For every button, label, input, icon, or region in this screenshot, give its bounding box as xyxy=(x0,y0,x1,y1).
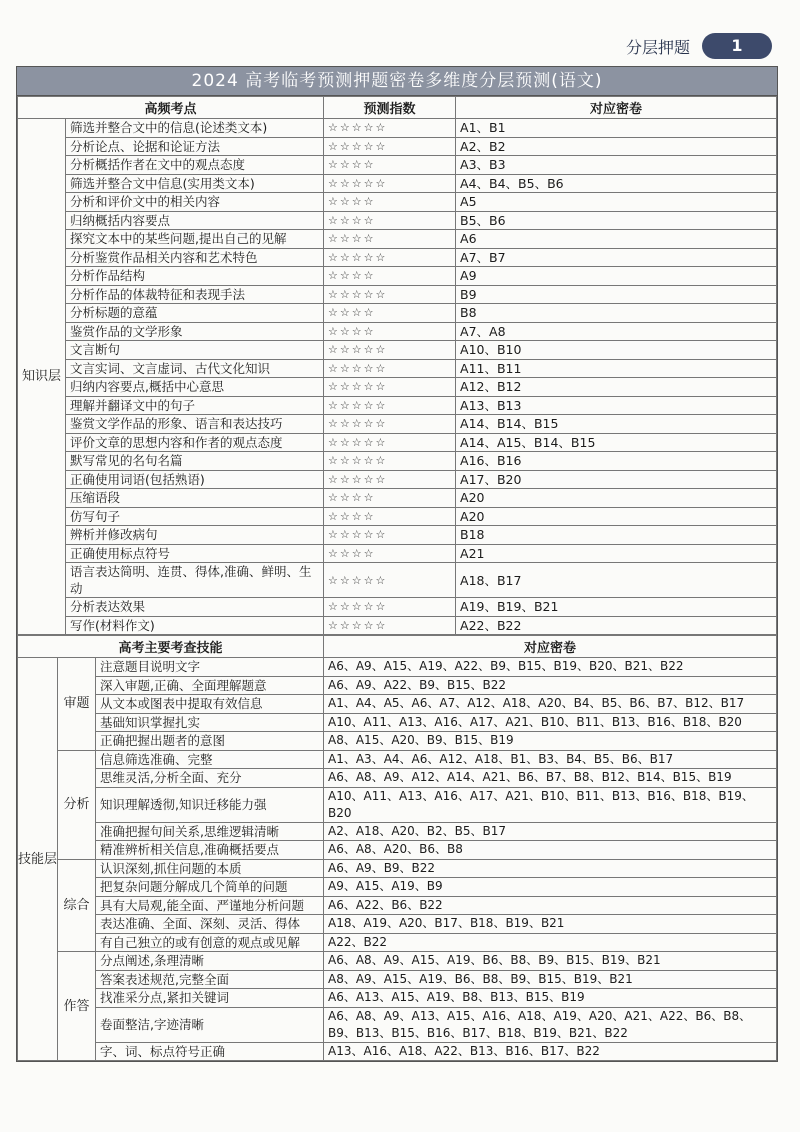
papers-cell: A22、B22 xyxy=(456,616,777,635)
header-skill-papers: 对应密卷 xyxy=(324,636,777,658)
stars-cell: ☆☆☆☆☆ xyxy=(324,378,456,397)
knowledge-table xyxy=(17,96,777,635)
stars-cell: ☆☆☆☆ xyxy=(324,230,456,249)
skill-cell: 注意题目说明文字 xyxy=(96,658,324,677)
papers-cell: A10、B10 xyxy=(456,341,777,360)
table-row xyxy=(18,285,777,304)
point-cell: 文言断句 xyxy=(66,341,324,360)
header-main-skills: 高考主要考查技能 xyxy=(18,636,324,658)
table-row xyxy=(18,598,777,617)
skill-cell: 信息筛选准确、完整 xyxy=(96,750,324,769)
table-row xyxy=(18,433,777,452)
papers-cell: A14、A15、B14、B15 xyxy=(456,433,777,452)
papers-cell: A6 xyxy=(456,230,777,249)
table-row xyxy=(18,396,777,415)
stars-cell: ☆☆☆☆☆ xyxy=(324,341,456,360)
stars-cell: ☆☆☆☆☆ xyxy=(324,452,456,471)
table-row xyxy=(18,933,777,952)
table-row xyxy=(18,841,777,860)
table-row xyxy=(18,211,777,230)
table-row xyxy=(18,658,777,677)
point-cell: 鉴赏文学作品的形象、语言和表达技巧 xyxy=(66,415,324,434)
stars-cell: ☆☆☆☆☆ xyxy=(324,119,456,138)
stars-cell: ☆☆☆☆☆ xyxy=(324,616,456,635)
point-cell: 分析鉴赏作品相关内容和艺术特色 xyxy=(66,248,324,267)
papers-cell: A22、B22 xyxy=(324,933,777,952)
table-row xyxy=(18,878,777,897)
papers-cell: B5、B6 xyxy=(456,211,777,230)
stars-cell: ☆☆☆☆ xyxy=(324,507,456,526)
papers-cell: B18 xyxy=(456,526,777,545)
stars-cell: ☆☆☆☆☆ xyxy=(324,415,456,434)
point-cell: 分析作品结构 xyxy=(66,267,324,286)
group-label-knowledge: 知识层 xyxy=(18,119,66,635)
section-label: 分层押题 xyxy=(625,38,690,57)
skill-cell: 具有大局观,能全面、严谨地分析问题 xyxy=(96,896,324,915)
point-cell: 分析论点、论据和论证方法 xyxy=(66,137,324,156)
point-cell: 归纳内容要点,概括中心意思 xyxy=(66,378,324,397)
papers-cell: A8、A15、A20、B9、B15、B19 xyxy=(324,732,777,751)
table-row xyxy=(18,896,777,915)
table-row xyxy=(18,378,777,397)
point-cell: 辨析并修改病句 xyxy=(66,526,324,545)
point-cell: 正确使用标点符号 xyxy=(66,544,324,563)
papers-cell: B9 xyxy=(456,285,777,304)
stars-cell: ☆☆☆☆ xyxy=(324,267,456,286)
point-cell: 理解并翻译文中的句子 xyxy=(66,396,324,415)
skill-cell: 答案表述规范,完整全面 xyxy=(96,970,324,989)
table-row xyxy=(18,470,777,489)
stars-cell: ☆☆☆☆☆ xyxy=(324,137,456,156)
table-row xyxy=(18,1042,777,1061)
stars-cell: ☆☆☆☆☆ xyxy=(324,433,456,452)
papers-cell: A6、A8、A9、A13、A15、A16、A18、A19、A20、A21、A22、B6、B8、B9、B13、B15、B16、B17、B18、B19、B21、B22 xyxy=(324,1007,777,1042)
point-cell: 语言表达简明、连贯、得体,准确、鲜明、生动 xyxy=(66,563,324,598)
header-high-frequency-points: 高频考点 xyxy=(18,97,324,119)
papers-cell: A13、B13 xyxy=(456,396,777,415)
table-row xyxy=(18,750,777,769)
papers-cell: A9 xyxy=(456,267,777,286)
skill-cell: 思维灵活,分析全面、充分 xyxy=(96,769,324,788)
papers-cell: A19、B19、B21 xyxy=(456,598,777,617)
skill-cell: 深入审题,正确、全面理解题意 xyxy=(96,676,324,695)
papers-cell: A5 xyxy=(456,193,777,212)
stars-cell: ☆☆☆☆ xyxy=(324,193,456,212)
papers-cell: A16、B16 xyxy=(456,452,777,471)
header-prediction-index: 预测指数 xyxy=(324,97,456,119)
group-label-skills: 技能层 xyxy=(18,658,58,1061)
skill-cell: 把复杂问题分解成几个简单的问题 xyxy=(96,878,324,897)
table-row xyxy=(18,507,777,526)
skill-cell: 基础知识掌握扎实 xyxy=(96,713,324,732)
papers-cell: A6、A9、A15、A19、A22、B9、B15、B19、B20、B21、B22 xyxy=(324,658,777,677)
skill-cell: 分点阐述,条理清晰 xyxy=(96,952,324,971)
knowledge-table-body xyxy=(18,119,777,635)
papers-cell: A6、A22、B6、B22 xyxy=(324,896,777,915)
papers-cell: A6、A8、A20、B6、B8 xyxy=(324,841,777,860)
papers-cell: A6、A9、A22、B9、B15、B22 xyxy=(324,676,777,695)
table-row xyxy=(18,193,777,212)
table-row xyxy=(18,230,777,249)
papers-cell: A3、B3 xyxy=(456,156,777,175)
table-row xyxy=(18,1007,777,1042)
skill-cell: 有自己独立的或有创意的观点或见解 xyxy=(96,933,324,952)
table-row xyxy=(18,174,777,193)
point-cell: 分析标题的意蕴 xyxy=(66,304,324,323)
stars-cell: ☆☆☆☆ xyxy=(324,304,456,323)
papers-cell: A1、A3、A4、A6、A12、A18、B1、B3、B4、B5、B6、B17 xyxy=(324,750,777,769)
skill-cell: 卷面整洁,字迹清晰 xyxy=(96,1007,324,1042)
subgroup-label: 分析 xyxy=(58,750,96,859)
stars-cell: ☆☆☆☆ xyxy=(324,322,456,341)
papers-cell: A1、A4、A5、A6、A7、A12、A18、A20、B4、B5、B6、B7、B12、B17 xyxy=(324,695,777,714)
table-row xyxy=(18,137,777,156)
sheet-title: 2024 高考临考预测押题密卷多维度分层预测(语文) xyxy=(17,67,777,96)
skill-cell: 认识深刻,抓住问题的本质 xyxy=(96,859,324,878)
stars-cell: ☆☆☆☆☆ xyxy=(324,285,456,304)
papers-cell: A9、A15、A19、B9 xyxy=(324,878,777,897)
table-row xyxy=(18,248,777,267)
skill-table-body xyxy=(18,658,777,1061)
table-row xyxy=(18,119,777,138)
skill-table xyxy=(17,635,777,1061)
skill-cell: 表达准确、全面、深刻、灵活、得体 xyxy=(96,915,324,934)
table-row xyxy=(18,304,777,323)
subgroup-label: 审题 xyxy=(58,658,96,751)
point-cell: 分析作品的体裁特征和表现手法 xyxy=(66,285,324,304)
table-row xyxy=(18,787,777,822)
table-row xyxy=(18,544,777,563)
papers-cell: A10、A11、A13、A16、A17、A21、B10、B11、B13、B16、B18、B19、B20 xyxy=(324,787,777,822)
stars-cell: ☆☆☆☆☆ xyxy=(324,248,456,267)
skill-cell: 找准采分点,紧扣关键词 xyxy=(96,989,324,1008)
table-row xyxy=(18,526,777,545)
skill-cell: 知识理解透彻,知识迁移能力强 xyxy=(96,787,324,822)
papers-cell: A21 xyxy=(456,544,777,563)
point-cell: 压缩语段 xyxy=(66,489,324,508)
papers-cell: A6、A8、A9、A12、A14、A21、B6、B7、B8、B12、B14、B15、B19 xyxy=(324,769,777,788)
stars-cell: ☆☆☆☆☆ xyxy=(324,396,456,415)
point-cell: 仿写句子 xyxy=(66,507,324,526)
table-row xyxy=(18,156,777,175)
point-cell: 探究文本中的某些问题,提出自己的见解 xyxy=(66,230,324,249)
point-cell: 归纳概括内容要点 xyxy=(66,211,324,230)
table-row xyxy=(18,359,777,378)
papers-cell: A20 xyxy=(456,507,777,526)
point-cell: 正确使用词语(包括熟语) xyxy=(66,470,324,489)
point-cell: 鉴赏作品的文学形象 xyxy=(66,322,324,341)
table-row xyxy=(18,563,777,598)
table-row xyxy=(18,616,777,635)
stars-cell: ☆☆☆☆☆ xyxy=(324,359,456,378)
papers-cell: A18、A19、A20、B17、B18、B19、B21 xyxy=(324,915,777,934)
point-cell: 筛选并整合文中信息(实用类文本) xyxy=(66,174,324,193)
point-cell: 分析和评价文中的相关内容 xyxy=(66,193,324,212)
page-number-badge: 1 xyxy=(702,33,772,59)
skill-cell: 字、词、标点符号正确 xyxy=(96,1042,324,1061)
papers-cell: B8 xyxy=(456,304,777,323)
skill-cell: 精准辨析相关信息,准确概括要点 xyxy=(96,841,324,860)
stars-cell: ☆☆☆☆ xyxy=(324,489,456,508)
skill-cell: 正确把握出题者的意图 xyxy=(96,732,324,751)
point-cell: 筛选并整合文中的信息(论述类文本) xyxy=(66,119,324,138)
point-cell: 分析概括作者在文中的观点态度 xyxy=(66,156,324,175)
skill-cell: 准确把握句间关系,思维逻辑清晰 xyxy=(96,822,324,841)
papers-cell: A6、A8、A9、A15、A19、B6、B8、B9、B15、B19、B21 xyxy=(324,952,777,971)
subgroup-label: 作答 xyxy=(58,952,96,1061)
papers-cell: A17、B20 xyxy=(456,470,777,489)
skill-cell: 从文本或图表中提取有效信息 xyxy=(96,695,324,714)
stars-cell: ☆☆☆☆ xyxy=(324,211,456,230)
papers-cell: A13、A16、A18、A22、B13、B16、B17、B22 xyxy=(324,1042,777,1061)
table-row xyxy=(18,970,777,989)
table-row xyxy=(18,322,777,341)
table-row xyxy=(18,489,777,508)
point-cell: 默写常见的名句名篇 xyxy=(66,452,324,471)
point-cell: 分析表达效果 xyxy=(66,598,324,617)
table-row xyxy=(18,267,777,286)
papers-cell: A14、B14、B15 xyxy=(456,415,777,434)
papers-cell: A6、A9、B9、B22 xyxy=(324,859,777,878)
table-row xyxy=(18,952,777,971)
table-row xyxy=(18,915,777,934)
stars-cell: ☆☆☆☆☆ xyxy=(324,563,456,598)
table-row xyxy=(18,989,777,1008)
papers-cell: A11、B11 xyxy=(456,359,777,378)
stars-cell: ☆☆☆☆☆ xyxy=(324,470,456,489)
table-row xyxy=(18,822,777,841)
stars-cell: ☆☆☆☆ xyxy=(324,544,456,563)
papers-cell: A1、B1 xyxy=(456,119,777,138)
point-cell: 写作(材料作文) xyxy=(66,616,324,635)
papers-cell: A7、A8 xyxy=(456,322,777,341)
table-row xyxy=(18,341,777,360)
subgroup-label: 综合 xyxy=(58,859,96,952)
papers-cell: A10、A11、A13、A16、A17、A21、B10、B11、B13、B16、B18、B20 xyxy=(324,713,777,732)
papers-cell: A6、A13、A15、A19、B8、B13、B15、B19 xyxy=(324,989,777,1008)
table-row xyxy=(18,415,777,434)
stars-cell: ☆☆☆☆ xyxy=(324,156,456,175)
papers-cell: A2、B2 xyxy=(456,137,777,156)
stars-cell: ☆☆☆☆☆ xyxy=(324,174,456,193)
table-row xyxy=(18,732,777,751)
table-row xyxy=(18,676,777,695)
stars-cell: ☆☆☆☆☆ xyxy=(324,598,456,617)
table-row xyxy=(18,859,777,878)
prediction-sheet xyxy=(16,66,778,1062)
papers-cell: A2、A18、A20、B2、B5、B17 xyxy=(324,822,777,841)
papers-cell: A20 xyxy=(456,489,777,508)
point-cell: 文言实词、文言虚词、古代文化知识 xyxy=(66,359,324,378)
table-row xyxy=(18,713,777,732)
table-row xyxy=(18,452,777,471)
table-row xyxy=(18,769,777,788)
papers-cell: A18、B17 xyxy=(456,563,777,598)
page-header xyxy=(0,30,800,62)
papers-cell: A12、B12 xyxy=(456,378,777,397)
header-papers: 对应密卷 xyxy=(456,97,777,119)
papers-cell: A7、B7 xyxy=(456,248,777,267)
stars-cell: ☆☆☆☆☆ xyxy=(324,526,456,545)
papers-cell: A8、A9、A15、A19、B6、B8、B9、B15、B19、B21 xyxy=(324,970,777,989)
table-row xyxy=(18,695,777,714)
papers-cell: A4、B4、B5、B6 xyxy=(456,174,777,193)
point-cell: 评价文章的思想内容和作者的观点态度 xyxy=(66,433,324,452)
